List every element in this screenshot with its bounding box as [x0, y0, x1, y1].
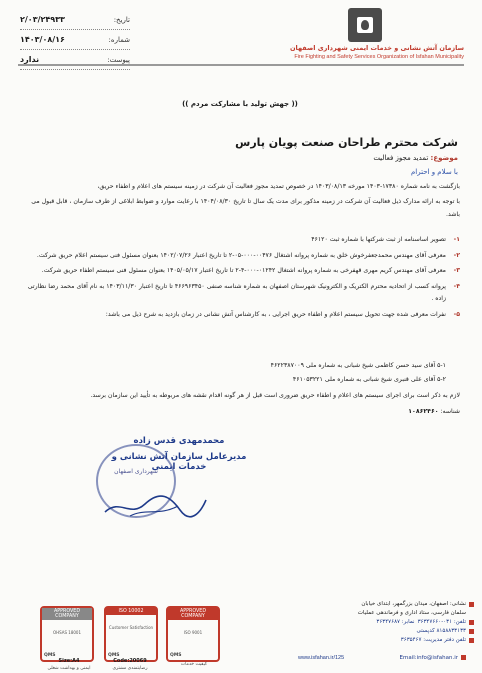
list-item-number: ۳-	[453, 267, 460, 274]
office-phone: تلفن دفتر مدیریت: ۳۶۳۵۴۶۷	[400, 637, 466, 643]
certification-badge	[166, 606, 220, 662]
list-item-number: ۲-	[453, 251, 460, 259]
list-item-text: نفرات معرفی شده جهت تحویل سیستم اعلام و اطفاء حریق اجرایی ، به کارشناس آتش نشانی در زمان بازدید به شرح ذیل می باشد:	[105, 310, 446, 318]
org-name-en: Fire Fighting and Safety Services Organization of Isfahan Municipality	[294, 54, 464, 60]
attachment-value: ندارد	[20, 55, 40, 64]
postal-code: ۸۱۵۸۸۳۳۱۳۳ کدپستی	[416, 628, 466, 634]
list-item	[20, 309, 460, 322]
date-row	[20, 10, 130, 30]
org-name-fa: سازمان آتش نشانی و خدمات ایمنی شهرداری اصفهان	[290, 44, 464, 52]
subject-label: موضوع:	[430, 154, 458, 162]
badge-caption: ایمنی و بهداشت شغلی	[47, 666, 91, 671]
badge-code: ISO 9001	[183, 630, 203, 635]
list-item	[20, 234, 460, 247]
address-line	[274, 600, 474, 609]
registration-value: ۱۰۸۶۲۴۶۰	[408, 408, 439, 415]
stamp-text: شهرداری اصفهان	[114, 468, 158, 475]
postal-line	[274, 627, 474, 636]
bullet-icon	[461, 655, 466, 660]
header-divider	[18, 64, 464, 66]
attachment-label: پیوست:	[107, 56, 130, 64]
list-item-text: تصویر اساسنامه از ثبت شرکتها با شماره ثبت ۴۶۱۲۰	[311, 236, 446, 243]
address-line-1: نشانی: اصفهان، میدان بزرگمهر، ابتدای خیابان	[361, 601, 466, 607]
paragraph-1: بازگشت به نامه شماره ۱۷۳۸۰-۱۴۰۳ مورخه ۱۴۰۳/۰۸/۱۳ در خصوص تمدید مجوز فعالیت آن شرکت در زمینه سیستم های اعلام و اطفاء حریق،	[97, 183, 460, 190]
document-code-label: Code:20069	[113, 658, 147, 664]
list-item-number: ۵-	[453, 310, 460, 318]
certification-badge	[104, 606, 158, 662]
address-line-2: سلمان فارسی، ستاد اداری و فرماندهی عملیات	[357, 610, 466, 616]
signatory-title: مدیرعامل سازمان آتش نشانی و خدمات ایمنی	[111, 452, 247, 472]
sub-item-5-1: ۵-۱ آقای سید حسن کاظمی شیخ شبانی به شماره ملی ۴۶۲۲۳۸۷۰۰۹	[270, 362, 446, 369]
badge-code: OHSAS 18001	[52, 630, 82, 635]
recipient: شرکت محترم طراحان صنعت پویان پارس	[235, 136, 458, 149]
website-link[interactable]: www.isfahan.ir/125	[298, 655, 345, 661]
list-item	[20, 281, 460, 306]
sub-item-5-2: ۵-۲ آقای علی قنبری شیخ شبانی به شماره ملی ۴۶۱۰۵۳۲۲۱	[292, 376, 446, 383]
list-item-text: پروانه کسب از اتحادیه محترم الکتریک و الکترونیک شهرستان اصفهان به شماره شناسه صنفی ۴۶۶۹۶۳۴۵۰ تا تاریخ اعتبار ۱۴۰۳/۱۱/۳۰ به نام آقای محمد رضا نظارتی زاده .	[27, 282, 446, 302]
date-value: ۲/۰۳/۲۴۹۳۳	[20, 15, 65, 24]
bullet-icon	[469, 620, 474, 625]
number-row	[20, 30, 130, 50]
list-item	[20, 265, 460, 278]
greeting: با سلام و احترام	[410, 168, 458, 176]
badge-caption: کیفیت خدمات	[180, 662, 208, 667]
number-label: شماره:	[108, 36, 130, 44]
address-line	[274, 609, 474, 618]
bullet-icon	[469, 629, 474, 634]
badge-head: APPROVED COMPANY	[42, 608, 92, 620]
list-item-number: ۱-	[453, 236, 460, 243]
list-item	[20, 250, 460, 263]
email-text: Email:info@isfahan.ir	[399, 655, 458, 661]
phone-line	[274, 618, 474, 627]
signature-block	[104, 434, 254, 524]
paragraph-2: با توجه به ارائه مدارک ذیل فعالیت آن شرکت در زمینه مذکور برای مدت یک سال تا تاریخ ۱۴۰۴/۰۸/۳۰ با رعایت موارد و ضوابط ابلاغی از طرف سازمان ، قابل قبول می باشد.	[31, 198, 460, 218]
badge-qms: QMS	[170, 653, 182, 658]
phone: تلفن: ۰۳۱-۳۶۳۴۷۶۶۰	[417, 619, 466, 625]
email-link[interactable]	[399, 655, 466, 661]
badge-qms: QMS	[108, 653, 120, 658]
bullet-icon	[469, 602, 474, 607]
fire-service-logo-icon	[348, 8, 382, 42]
badge-qms: QMS	[44, 653, 56, 658]
badge-head: ISO 10002	[106, 608, 156, 615]
subject-line	[38, 154, 458, 162]
letter-meta	[20, 10, 130, 70]
badge-code: Customer Satisfaction	[108, 625, 154, 630]
list-item-text: معرفی آقای مهندس محمدجعفرخوش خلق به شماره پروانه اشتغال ۰۰۴۷۶-۰۰۰-۰۵-۲ تا تاریخ اعتبار ۱۴۰۲/۰۷/۲۶ بعنوان مسئول فنی سیستم اعلام حریق شرکت.	[36, 251, 446, 259]
badge-caption: رضایتمندی مشتری	[112, 666, 148, 671]
certification-badge	[40, 606, 94, 662]
office-phone-line	[274, 636, 474, 645]
signatory-name: محمدمهدی قدس زاده	[133, 436, 225, 446]
phone-extra: نمابر: ۳۶۳۴۷۶۸۷	[376, 619, 415, 625]
closing-note-text: لازم به ذکر است برای اجرای سیستم های اعلام و اطفاء حریق ضروری است قبل از هر گونه اقدام نقشه های مربوطه به تأیید این سازمان برسد.	[90, 392, 460, 399]
date-label: تاریخ:	[113, 16, 130, 24]
subject-value: تمدید مجوز فعالیت	[373, 154, 429, 162]
motto: (( جهش تولید با مشارکت مردم ))	[182, 100, 298, 108]
document-list	[20, 234, 460, 324]
registration-line	[20, 408, 460, 415]
registration-label: شناسه:	[440, 408, 460, 415]
closing-note	[20, 392, 460, 399]
badge-head: APPROVED COMPANY	[168, 608, 218, 620]
attachment-row	[20, 50, 130, 70]
footer-address	[274, 600, 474, 645]
list-item-text: معرفی آقای مهندس کریم مهری قهفرخی به شماره پروانه اشتغال ۰۱۲۴۲-۰۰۰-۴-۲ تا تاریخ اعتبار ۱۴۰۵/۰۵/۱۷ بعنوان مسئول فنی سیستم اطفاء حریق شرکت.	[41, 267, 446, 274]
page-size-label: Size:A4	[58, 658, 80, 664]
bullet-icon	[469, 638, 474, 643]
number-value: ۱۴۰۳/۰۸/۱۶	[20, 35, 65, 44]
list-item-number: ۴-	[453, 282, 460, 290]
